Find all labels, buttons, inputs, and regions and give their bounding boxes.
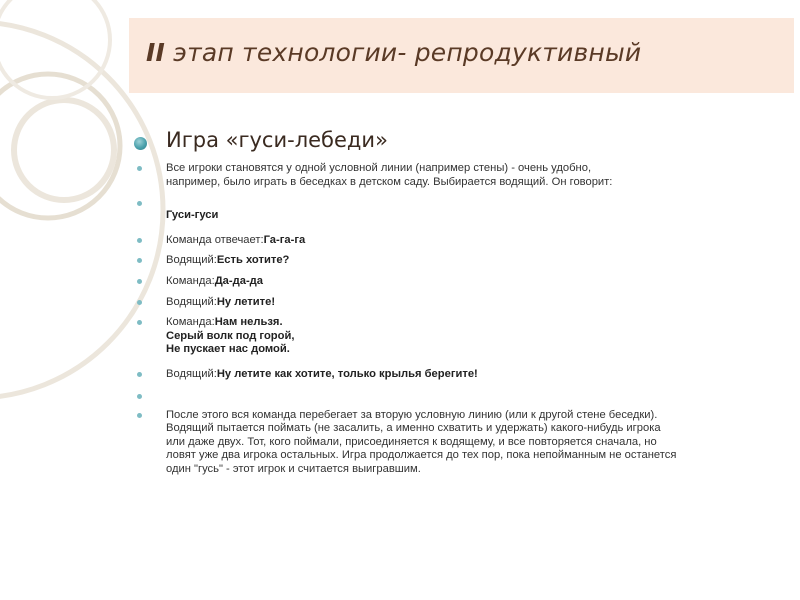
dialogue-speaker: Водящий: xyxy=(166,254,217,267)
dialogue-phrase: Ну летите как хотите, только крылья берегите! xyxy=(216,367,478,380)
bullet-icon xyxy=(137,320,142,325)
title-rest: этап технологии- репродуктивный xyxy=(165,38,642,67)
outro-line: один "гусь" - этот игрок и считается выигравшим. xyxy=(166,462,421,475)
dialogue-phrase: Не пускает нас домой. xyxy=(166,343,290,356)
intro-line: Все игроки становятся у одной условной линии (например стены) - очень удобно, xyxy=(166,162,592,174)
intro-line: например, было играть в беседках в детском саду. Выбирается водящий. Он говорит: xyxy=(166,175,613,188)
title-roman-numeral: II xyxy=(146,38,166,67)
heading-bullet-icon xyxy=(134,137,147,150)
bullet-icon xyxy=(137,166,142,171)
dialogue-line xyxy=(130,296,785,310)
dialogue-phrase: Ну летите! xyxy=(216,295,276,308)
slide-content xyxy=(130,128,785,477)
team-refusal xyxy=(130,316,785,357)
bullet-icon xyxy=(137,201,142,206)
dialogue-speaker: Команда отвечает: xyxy=(166,233,264,246)
dialogue-speaker: Команда: xyxy=(166,274,215,287)
dialogue-speaker: Водящий: xyxy=(166,295,217,308)
dialogue-line xyxy=(130,234,785,248)
bullet-icon xyxy=(137,394,142,399)
ring-inner-small xyxy=(14,100,114,200)
dialogue-phrase: Серый волк под горой, xyxy=(166,329,295,342)
dialogue-phrase: Га-га-га xyxy=(263,233,306,246)
game-heading: Игра «гуси-лебеди» xyxy=(166,128,388,152)
dialogue-speaker: Водящий: xyxy=(166,367,217,380)
bullet-icon xyxy=(137,258,142,263)
bullet-icon xyxy=(137,238,142,243)
dialogue-phrase: Есть хотите? xyxy=(216,254,290,267)
empty-bullet-item xyxy=(130,393,785,402)
bullet-icon xyxy=(137,372,142,377)
dialogue-phrase: Нам нельзя. xyxy=(214,316,283,329)
outro-line: или даже двух. Тот, кого поймали, присоединяется к водящему, и все повторяется сначала, но xyxy=(166,435,657,448)
dialogue-line xyxy=(130,275,785,289)
slide-title xyxy=(146,38,641,67)
intro-paragraph xyxy=(130,162,785,189)
bullet-icon xyxy=(137,300,142,305)
bullet-icon xyxy=(137,413,142,418)
empty-bullet-item xyxy=(130,200,785,209)
outro-line: ловят уже два игрока остальных. Игра продолжается до тех пор, пока непойманным не останется xyxy=(166,449,677,462)
outro-line: Водящий пытается поймать (не засалить, а именно схватить и удержать) какого-нибудь игрока xyxy=(166,422,661,435)
dialogue-phrase: Да-да-да xyxy=(214,274,263,287)
heading-row xyxy=(130,128,785,162)
bullet-icon xyxy=(137,279,142,284)
outro-paragraph xyxy=(130,409,785,477)
outro-line: После этого вся команда перебегает за вторую условную линию (или к другой стене беседки). xyxy=(166,408,658,421)
dialogue-line xyxy=(130,368,785,382)
dialogue-line xyxy=(130,254,785,268)
dialogue-phrase: Гуси-гуси xyxy=(166,209,219,222)
dialogue-speaker: Команда: xyxy=(166,316,215,329)
dialogue-line xyxy=(130,209,785,223)
